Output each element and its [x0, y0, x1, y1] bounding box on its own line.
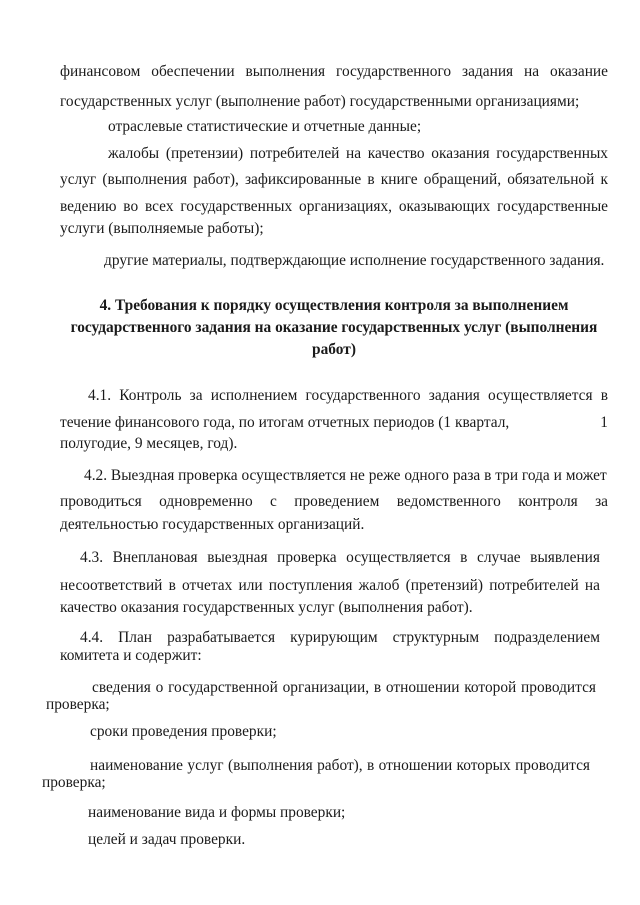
- paragraph-4-3-line: несоответствий в отчетах или поступления жалоб (претензий) потребителей на: [60, 577, 600, 594]
- section-heading: 4. Требования к порядку осуществления контроля за выполнением: [99, 297, 569, 314]
- list-item: проверка;: [42, 774, 106, 791]
- list-item: наименование услуг (выполнения работ), в отношении которых проводится: [90, 757, 590, 774]
- paragraph-4-1-line: полугодие, 9 месяцев, год).: [60, 435, 238, 452]
- intro-line: услуг (выполнения работ), зафиксированные в книге обращений, обязательной к: [60, 171, 608, 188]
- list-item: целей и задач проверки.: [88, 831, 246, 848]
- section-heading: государственного задания на оказание государственных услуг (выполнения: [70, 319, 598, 336]
- intro-line: услуги (выполняемые работы);: [60, 220, 264, 237]
- paragraph-4-3-line: 4.3. Внеплановая выездная проверка осуществляется в случае выявления: [80, 549, 600, 566]
- list-item: наименование вида и формы проверки;: [88, 804, 346, 821]
- paragraph-4-2-line: деятельностью государственных организаций.: [60, 516, 365, 533]
- paragraph-4-1-line: течение финансового года, по итогам отчетных периодов (1 квартал,: [60, 414, 510, 431]
- list-item: проверка;: [46, 696, 110, 713]
- paragraph-4-2-line: 4.2. Выездная проверка осуществляется не реже одного раза в три года и может: [84, 467, 607, 484]
- intro-line: жалобы (претензии) потребителей на качество оказания государственных: [108, 145, 608, 162]
- paragraph-4-2-line: проводиться одновременно с проведением ведомственного контроля за: [60, 493, 608, 510]
- intro-line: ведению во всех государственных организациях, оказывающих государственные: [60, 198, 608, 215]
- intro-line: государственных услуг (выполнение работ) государственными организациями;: [60, 93, 580, 110]
- stray-number: 1: [600, 414, 608, 431]
- intro-line: отраслевые статистические и отчетные данные;: [108, 118, 422, 135]
- list-item: сведения о государственной организации, в отношении которой проводится: [92, 679, 596, 696]
- list-item: сроки проведения проверки;: [90, 723, 277, 740]
- paragraph-4-3-line: качество оказания государственных услуг (выполнения работ).: [60, 599, 473, 616]
- paragraph-4-4-line: 4.4. План разрабатывается курирующим структурным подразделением: [80, 629, 600, 646]
- paragraph-4-4-line: комитета и содержит:: [60, 647, 202, 664]
- section-heading: работ): [312, 341, 356, 358]
- intro-line: финансовом обеспечении выполнения государственного задания на оказание: [60, 63, 608, 80]
- intro-line: другие материалы, подтверждающие исполнение государственного задания.: [104, 252, 605, 269]
- paragraph-4-1-line: 4.1. Контроль за исполнением государственного задания осуществляется в: [88, 387, 608, 404]
